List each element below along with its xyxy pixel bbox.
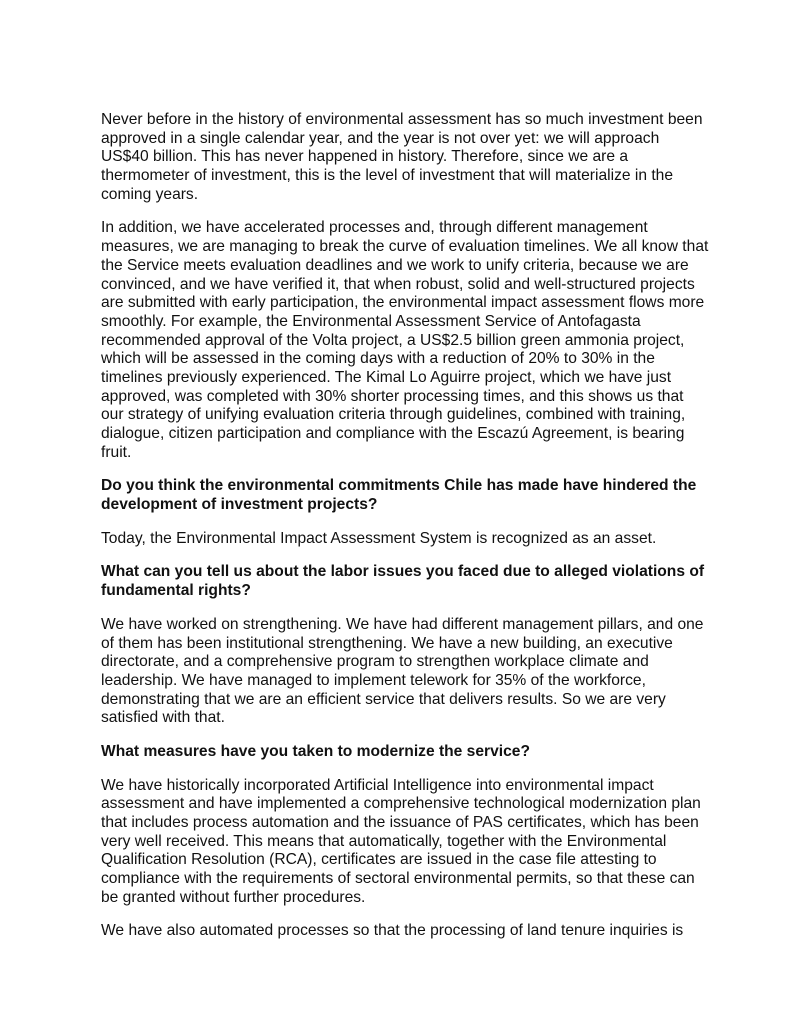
text-line: measures, we are managing to break the curve of evaluation timelines. We all know that [101,238,709,256]
text-line: Do you think the environmental commitments Chile has made have hindered the [101,477,697,495]
text-line: that includes process automation and the issuance of PAS certificates, which has been [101,814,699,831]
text-line: timelines previously experienced. The Kimal Lo Aguirre project, which we have just [101,368,672,386]
text-line: smoothly. For example, the Environmental Assessment Service of Antofagasta [101,312,641,330]
text-line: the Service meets evaluation deadlines and we work to unify criteria, because we are [101,256,689,274]
text-line: What measures have you taken to modernize the service? [101,742,530,760]
text-line: development of investment projects? [101,496,378,514]
text-line: leadership. We have managed to implement telework for 35% of the workforce, [101,671,646,689]
text-line: What can you tell us about the labor issues you faced due to alleged violations of [101,563,705,581]
text-line: recommended approval of the Volta project, a US$2.5 billion green ammonia project, [101,331,685,349]
text-line: are submitted with early participation, the environmental impact assessment flows more [101,294,705,312]
paragraph [101,530,741,549]
text-line: satisfied with that. [101,709,225,727]
paragraph [101,922,741,941]
text-line: We have also automated processes so that the processing of land tenure inquiries is [101,922,684,940]
text-line: approved in a single calendar year, and the year is not over yet: we will approach [101,129,660,147]
text-line: Today, the Environmental Impact Assessment System is recognized as an asset. [101,529,657,547]
text-line: our strategy of unifying evaluation criteria through guidelines, combined with training, [101,406,686,424]
text-line: thermometer of investment, this is the level of investment that will materialize in the [101,167,674,185]
interview-question [101,563,741,600]
text-line: demonstrating that we are an efficient service that delivers results. So we are very [101,690,666,708]
paragraph [101,616,741,728]
text-line: coming years. [101,185,199,203]
document-page [101,111,741,956]
interview-question [101,477,741,514]
text-line: which will be assessed in the coming days with a reduction of 20% to 30% in the [101,350,655,368]
text-line: of them has been institutional strengthening. We have a new building, an executive [101,634,673,652]
paragraph [101,219,741,462]
text-line: convinced, and we have verified it, that when robust, solid and well-structured projects [101,275,695,293]
text-line: compliance with the requirements of sectoral environmental permits, so that these can [101,870,695,888]
text-line: assessment and have implemented a comprehensive technological modernization plan [101,795,701,813]
text-line: We have historically incorporated Artificial Intelligence into environmental impact [101,776,654,794]
paragraph [101,777,741,908]
text-line: very well received. This means that automatically, together with the Environmental [101,832,667,850]
text-line: fundamental rights? [101,582,251,600]
text-line: US$40 billion. This has never happened in history. Therefore, since we are a [101,148,629,166]
text-line: Never before in the history of environmental assessment has so much investment been [101,111,703,128]
interview-question [101,743,741,762]
text-line: fruit. [101,443,132,461]
text-line: In addition, we have accelerated processes and, through different management [101,219,648,237]
paragraph [101,111,741,204]
text-line: directorate, and a comprehensive program to strengthen workplace climate and [101,653,649,671]
text-line: approved, was completed with 30% shorter processing times, and this shows us that [101,387,684,405]
text-line: dialogue, citizen participation and compliance with the Escazú Agreement, is bearing [101,425,685,442]
text-line: We have worked on strengthening. We have had different management pillars, and one [101,615,704,633]
text-line: be granted without further procedures. [101,888,366,906]
text-line: Qualification Resolution (RCA), certificates are issued in the case file attesting to [101,851,657,869]
